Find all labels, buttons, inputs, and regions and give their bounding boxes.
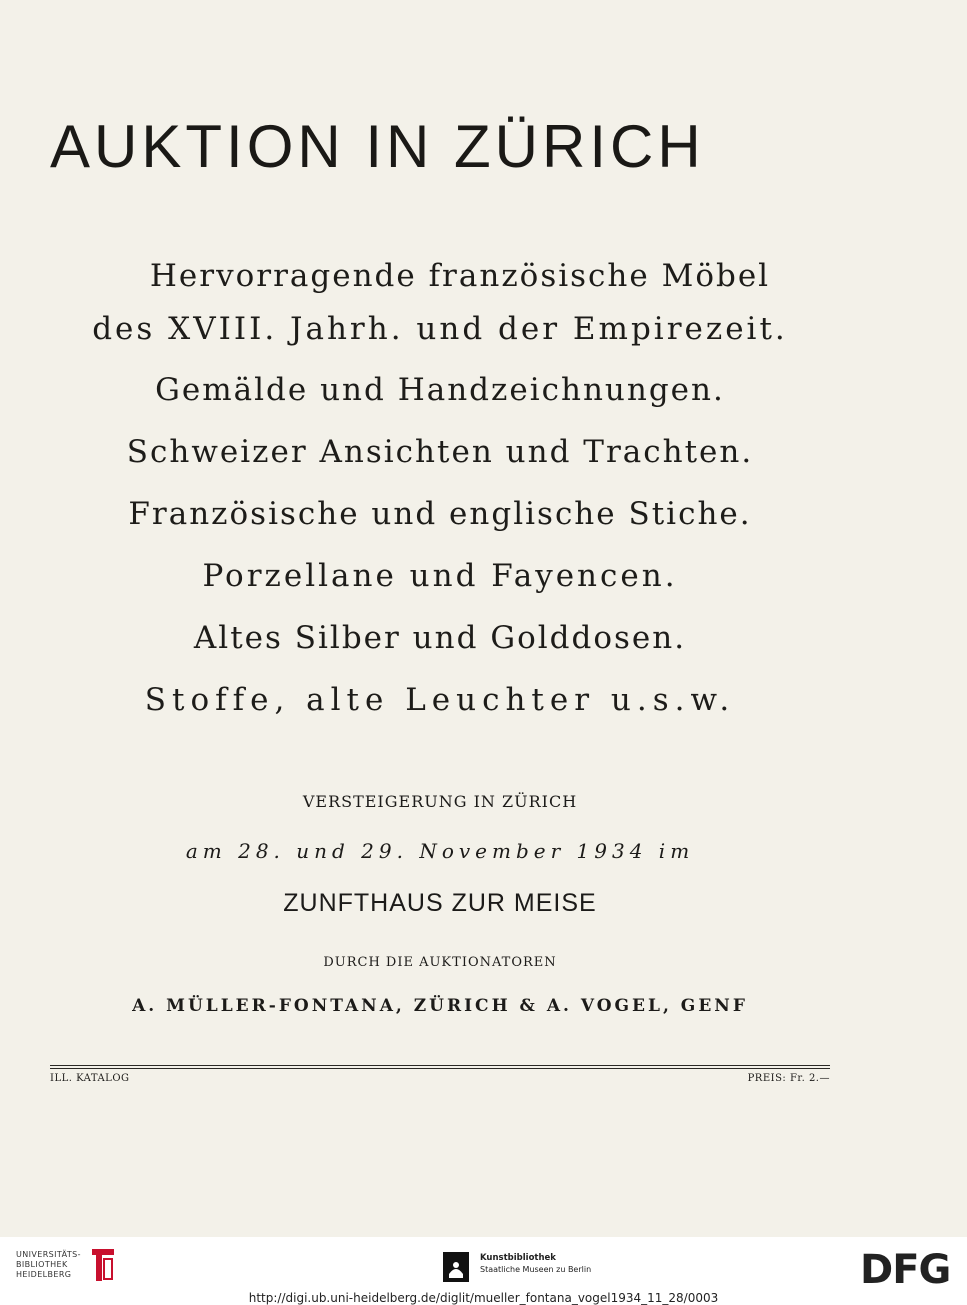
page-title: AUKTION IN ZÜRICH (50, 113, 705, 180)
text-line-1: Hervorragende französische Möbel (149, 258, 771, 294)
ub-heidelberg-logo-text[interactable] (16, 1250, 81, 1280)
kunstbibliothek-logo-text[interactable] (480, 1252, 591, 1276)
venue-name: ZUNFTHAUS ZUR MEISE (283, 889, 597, 917)
footer-rule (50, 1065, 830, 1066)
text-line-4: Schweizer Ansichten und Trachten. (126, 434, 754, 470)
dfg-logo[interactable]: DFG (860, 1247, 951, 1293)
footer-rule-secondary (50, 1068, 830, 1069)
kunstbibliothek-logo-icon[interactable] (443, 1252, 469, 1282)
ub-line-3: HEIDELBERG (16, 1270, 72, 1279)
versteigerung-heading: VERSTEIGERUNG IN ZÜRICH (302, 792, 578, 811)
permalink-url[interactable]: http://digi.ub.uni-heidelberg.de/diglit/mueller_fontana_vogel1934_11_28/0003 (248, 1291, 719, 1305)
text-line-6: Porzellane und Fayencen. (202, 558, 678, 594)
footer-price-label: PREIS: Fr. 2.— (747, 1073, 830, 1084)
kb-title: Kunstbibliothek (480, 1253, 556, 1263)
auctioneers-heading: DURCH DIE AUKTIONATOREN (323, 955, 557, 970)
ub-heidelberg-logo-icon[interactable] (88, 1245, 118, 1285)
text-line-7: Altes Silber und Golddosen. (193, 620, 687, 656)
text-line-2: des XVIII. Jahrh. und der Empirezeit. (92, 311, 788, 347)
ub-line-1: UNIVERSITÄTS- (16, 1250, 81, 1259)
text-line-3: Gemälde und Handzeichnungen. (155, 372, 725, 408)
auctioneers-names: A. MÜLLER-FONTANA, ZÜRICH & A. VOGEL, GENF (132, 996, 748, 1016)
kb-subtitle: Staatliche Museen zu Berlin (480, 1265, 592, 1274)
footer-catalog-label: ILL. KATALOG (50, 1073, 130, 1084)
text-line-5: Französische und englische Stiche. (128, 496, 752, 532)
auction-date: am 28. und 29. November 1934 im (185, 839, 695, 863)
ub-line-2: BIBLIOTHEK (16, 1260, 68, 1269)
viewer-bottom-bar (0, 1237, 967, 1305)
text-line-8: Stoffe, alte Leuchter u.s.w. (144, 682, 736, 718)
